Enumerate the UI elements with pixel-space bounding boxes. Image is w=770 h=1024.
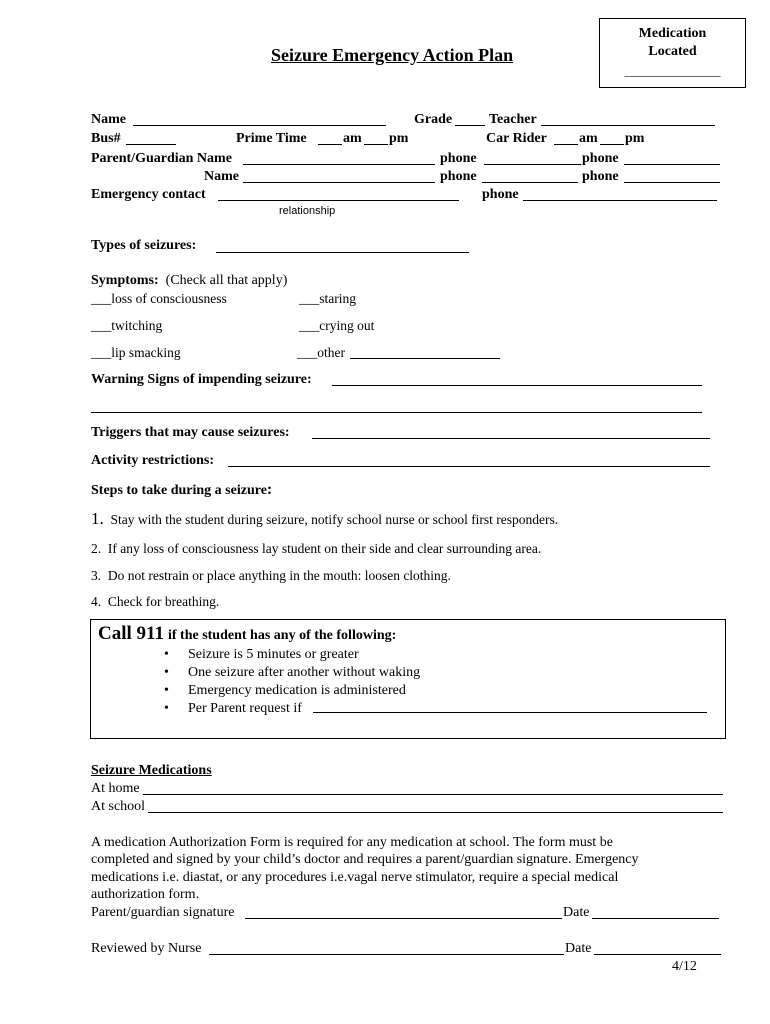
call-911-item: [164, 682, 420, 700]
bullet-icon: •: [164, 701, 169, 716]
parent-name-label: Parent/Guardian Name: [91, 151, 232, 166]
authorization-line-4: authorization form.: [91, 887, 200, 902]
step-3-number: 3.: [91, 568, 102, 583]
symptom-twitching[interactable]: ___twitching: [91, 318, 163, 333]
parent-name-field[interactable]: [243, 152, 435, 165]
bullet-icon: •: [164, 665, 169, 680]
call-911-item-text: Per Parent request if: [188, 701, 302, 716]
parent-request-field[interactable]: [313, 700, 707, 713]
symptom-lip-smacking[interactable]: ___lip smacking: [91, 345, 181, 360]
located-label: Located: [648, 44, 697, 59]
types-of-seizures-field[interactable]: [216, 240, 469, 253]
emergency-phone-field[interactable]: [523, 188, 717, 201]
parent2-name-field[interactable]: [243, 170, 435, 183]
authorization-line-1: A medication Authorization Form is required for any medication at school. The form must be: [91, 835, 613, 850]
parent-phone-label-2: phone: [582, 151, 619, 166]
parent-date-label: Date: [563, 905, 590, 920]
step-2-number: 2.: [91, 541, 102, 556]
step-3-text: Do not restrain or place anything in the mouth: loosen clothing.: [107, 568, 451, 583]
symptom-loss-of-consciousness[interactable]: ___loss of consciousness: [91, 291, 227, 306]
symptoms-instruction: (Check all that apply): [165, 273, 288, 288]
nurse-signature-field[interactable]: [209, 942, 564, 955]
parent2-phone-label-1: phone: [440, 169, 477, 184]
symptom-staring[interactable]: ___staring: [299, 291, 356, 306]
step-2: [91, 540, 541, 558]
parent-signature-label: Parent/guardian signature: [91, 905, 235, 920]
name-field[interactable]: [133, 113, 386, 126]
step-3: [91, 567, 451, 585]
warning-signs-field-2[interactable]: [91, 400, 702, 413]
emergency-contact-label: Emergency contact: [91, 187, 206, 202]
step-4-text: Check for breathing.: [107, 594, 220, 609]
parent-phone-field-1[interactable]: [484, 152, 581, 165]
parent2-phone-field-1[interactable]: [482, 170, 578, 183]
at-home-field[interactable]: [143, 782, 723, 795]
warning-signs-label: Warning Signs of impending seizure:: [91, 372, 312, 387]
car-am-label: am: [579, 131, 598, 146]
parent-date-field[interactable]: [592, 906, 719, 919]
triggers-field[interactable]: [312, 426, 710, 439]
step-4-number: 4.: [91, 594, 102, 609]
car-pm-label: pm: [625, 131, 645, 146]
symptom-other[interactable]: ___other: [297, 345, 345, 360]
symptoms-heading: [91, 272, 287, 290]
authorization-line-2: completed and signed by your child’s doctor and requires a parent/guardian signature. Emergency: [91, 852, 639, 867]
call-911-item-text: Seizure is 5 minutes or greater: [188, 647, 359, 662]
parent-phone-label-1: phone: [440, 151, 477, 166]
symptoms-label: Symptoms:: [91, 273, 159, 288]
symptom-crying-out[interactable]: ___crying out: [299, 318, 375, 333]
call-911-condition: if the student has any of the following:: [167, 628, 397, 643]
steps-label: Steps to take during a seizure: [91, 483, 267, 498]
car-rider-field[interactable]: [554, 132, 578, 145]
name-label: Name: [91, 112, 126, 127]
medication-location-blank[interactable]: ________________: [624, 64, 721, 78]
parent2-phone-label-2: phone: [582, 169, 619, 184]
car-rider-label: Car Rider: [486, 131, 547, 146]
call-911-item-text: One seizure after another without waking: [188, 665, 421, 680]
activity-restrictions-field[interactable]: [228, 454, 710, 467]
authorization-line-3: medications i.e. diastat, or any procedures i.e.vagal nerve stimulator, require a special medical: [91, 870, 619, 885]
steps-colon: :: [266, 481, 273, 498]
activity-restrictions-label: Activity restrictions:: [91, 453, 214, 468]
prime-time-pm-field[interactable]: [364, 132, 388, 145]
bus-label: Bus#: [91, 131, 121, 146]
reviewed-by-nurse-label: Reviewed by Nurse: [91, 941, 202, 956]
emergency-contact-field[interactable]: [218, 188, 459, 201]
nurse-date-field[interactable]: [594, 942, 721, 955]
nurse-date-label: Date: [565, 941, 592, 956]
steps-heading: [91, 481, 272, 500]
triggers-label: Triggers that may cause seizures:: [91, 425, 290, 440]
bus-field[interactable]: [126, 132, 176, 145]
at-school-label: At school: [91, 799, 146, 814]
call-911-item: [164, 646, 420, 664]
teacher-label: Teacher: [489, 112, 537, 127]
parent-phone-field-2[interactable]: [624, 152, 720, 165]
emergency-phone-label: phone: [482, 187, 519, 202]
prime-am-label: am: [343, 131, 362, 146]
teacher-field[interactable]: [541, 113, 715, 126]
at-school-field[interactable]: [148, 800, 723, 813]
step-1-number: 1.: [91, 509, 104, 528]
call-911-label: Call 911: [98, 623, 164, 644]
call-911-item: [164, 664, 421, 682]
medication-located-box: [599, 18, 746, 88]
relationship-caption: relationship: [279, 205, 336, 217]
prime-pm-label: pm: [389, 131, 409, 146]
step-2-text: If any loss of consciousness lay student on their side and clear surrounding area.: [107, 541, 542, 556]
call-911-item-text: Emergency medication is administered: [188, 683, 406, 698]
step-4: [91, 593, 219, 611]
bullet-icon: •: [164, 647, 169, 662]
medication-label: Medication: [638, 26, 707, 41]
seizure-medications-heading: Seizure Medications: [91, 763, 212, 778]
grade-label: Grade: [414, 112, 453, 127]
parent-signature-field[interactable]: [245, 906, 562, 919]
grade-field[interactable]: [455, 113, 485, 126]
step-1: [91, 510, 558, 529]
revision-date: 4/12: [672, 959, 697, 974]
call-911-box: [90, 619, 726, 739]
parent2-name-label: Name: [204, 169, 239, 184]
symptom-other-field[interactable]: [350, 346, 500, 359]
step-1-text: Stay with the student during seizure, notify school nurse or school first responders.: [110, 512, 559, 527]
call-911-heading: [98, 622, 396, 646]
parent2-phone-field-2[interactable]: [624, 170, 720, 183]
car-rider-pm-field[interactable]: [600, 132, 624, 145]
prime-time-field[interactable]: [318, 132, 342, 145]
bullet-icon: •: [164, 683, 169, 698]
types-of-seizures-label: Types of seizures:: [91, 238, 197, 253]
warning-signs-field[interactable]: [332, 373, 702, 386]
page-title: Seizure Emergency Action Plan: [271, 45, 514, 65]
prime-time-label: Prime Time: [236, 131, 307, 146]
at-home-label: At home: [91, 781, 140, 796]
